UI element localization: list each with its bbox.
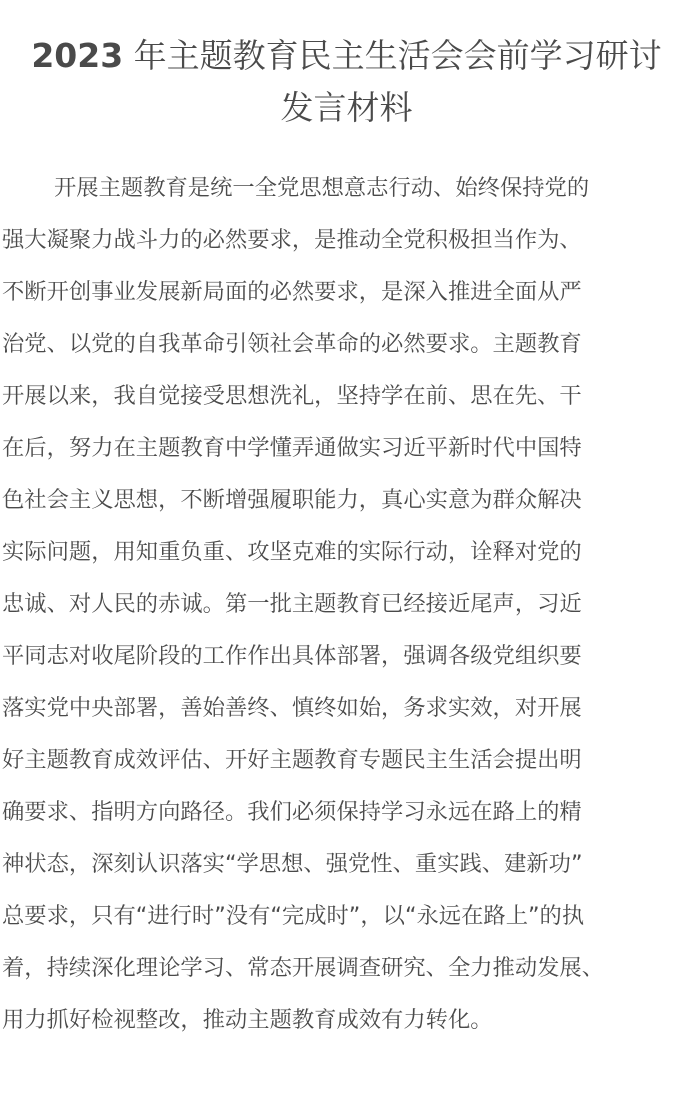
body-paragraph xyxy=(2,162,691,1046)
paragraph-line: 确要求、指明方向路径。我们必须保持学习永远在路上的精 xyxy=(2,799,582,825)
paragraph-line: 落实党中央部署，善始善终、慎终如始，务求实效，对开展 xyxy=(2,695,582,721)
paragraph-line: 不断开创事业发展新局面的必然要求，是深入推进全面从严 xyxy=(2,279,582,305)
title-year: 2023 xyxy=(31,36,124,75)
paragraph-line: 好主题教育成效评估、开好主题教育专题民主生活会提出明 xyxy=(2,747,582,773)
paragraph-line: 总要求，只有“进行时”没有“完成时”，以“永远在路上”的执 xyxy=(2,903,585,929)
title-line-1-text: 年主题教育民主生活会会前学习研讨 xyxy=(123,36,662,75)
paragraph-line: 实际问题，用知重负重、攻坚克难的实际行动，诠释对党的 xyxy=(2,539,582,565)
paragraph-line: 忠诚、对人民的赤诚。第一批主题教育已经接近尾声，习近 xyxy=(2,591,582,617)
paragraph-line: 用力抓好检视整改，推动主题教育成效有力转化。 xyxy=(2,1007,493,1033)
document-title xyxy=(0,30,693,134)
paragraph-line: 着，持续深化理论学习、常态开展调查研究、全力推动发展、 xyxy=(2,955,605,981)
paragraph-line: 开展以来，我自觉接受思想洗礼，坚持学在前、思在先、干 xyxy=(2,383,582,409)
title-line-2: 发言材料 xyxy=(280,88,413,127)
paragraph-line: 色社会主义思想，不断增强履职能力，真心实意为群众解决 xyxy=(2,487,582,513)
paragraph-line: 治党、以党的自我革命引领社会革命的必然要求。主题教育 xyxy=(2,331,582,357)
paragraph-line: 在后，努力在主题教育中学懂弄通做实习近平新时代中国特 xyxy=(2,435,582,461)
paragraph-line: 平同志对收尾阶段的工作作出具体部署，强调各级党组织要 xyxy=(2,643,582,669)
title-line-1 xyxy=(0,30,693,82)
paragraph-line: 开展主题教育是统一全党思想意志行动、始终保持党的 xyxy=(54,175,590,201)
paragraph-line: 强大凝聚力战斗力的必然要求，是推动全党积极担当作为、 xyxy=(2,227,582,253)
paragraph-line: 神状态，深刻认识落实“学思想、强党性、重实践、建新功” xyxy=(2,851,583,877)
